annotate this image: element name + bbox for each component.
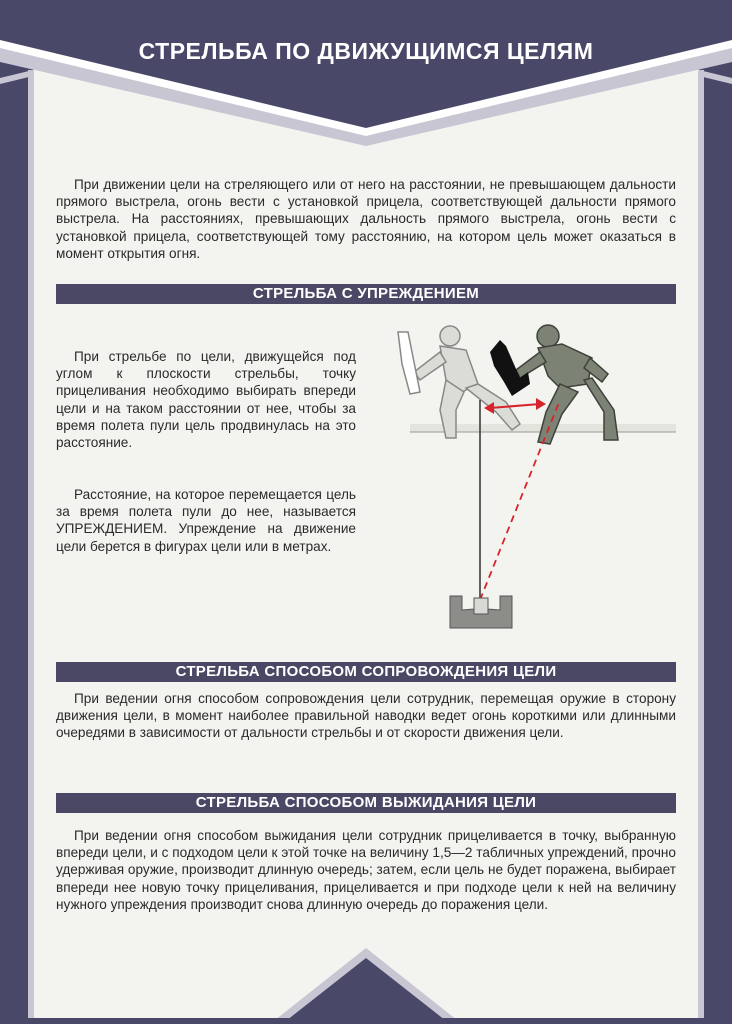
section-heading-lead: СТРЕЛЬБА С УПРЕЖДЕНИЕМ [56,284,676,304]
page-title: СТРЕЛЬБА ПО ДВИЖУЩИМСЯ ЦЕЛЯМ [138,38,594,64]
tracking-paragraph: При ведении огня способом сопровождения цели сотрудник, перемещая оружие в сторону движения цели, в момент наиболее правильной наводки ведет огонь короткими или длинными очередями в зависимости от дальности стрельбы и от скорости движения цели. [56,691,676,741]
footer-band [0,1018,732,1024]
ambush-paragraph: При ведении огня способом выжидания цели сотрудник прицеливается в точку, выбранную впереди цели, и с подходом цели к этой точке на величину 1,5—2 табличных упреждений, прочно удерживая оружие, производит длинную очередь; затем, если цель не будет поражена, выбирает впереди нее новую точку прицеливания, прицеливается и при подходе цели к ней на величину нужного упреждения производит снова длинную очередь до поражения цели. [56,828,676,912]
section-heading-ambush: СТРЕЛЬБА СПОСОБОМ ВЫЖИДАНИЯ ЦЕЛИ [56,793,676,813]
right-rail-stripe [698,70,704,1024]
intro-paragraph: При движении цели на стреляющего или от него на расстоянии, не превышающем дальности прямого выстрела, огонь вести с установкой прицела, соответствующей дальности прямого выстрела. На расстояниях, превышающих дальность прямого выстрела, огонь вести с установкой прицела, соответствующей тому расстоянию, на котором цель может оказаться в момент открытия огня. [56,177,676,261]
lead-paragraph-1: При стрельбе по цели, движущейся под углом к плоскости стрельбы, точку прицеливания необходимо выбирать впереди цели и на таком расстоянии от нее, чтобы за время полета пули цель продвинулась на это расстояние. [56,349,356,451]
lead-paragraph-2: Расстояние, на которое перемещается цель за время полета пули до нее, называется УПРЕЖДЕНИЕМ. Упреждение на движение цели берется в фигурах цели или в метрах. [56,487,356,554]
shooter-icon [474,598,488,614]
section-heading-tracking: СТРЕЛЬБА СПОСОБОМ СОПРОВОЖДЕНИЯ ЦЕЛИ [56,662,676,682]
left-rail-stripe [28,70,34,1024]
